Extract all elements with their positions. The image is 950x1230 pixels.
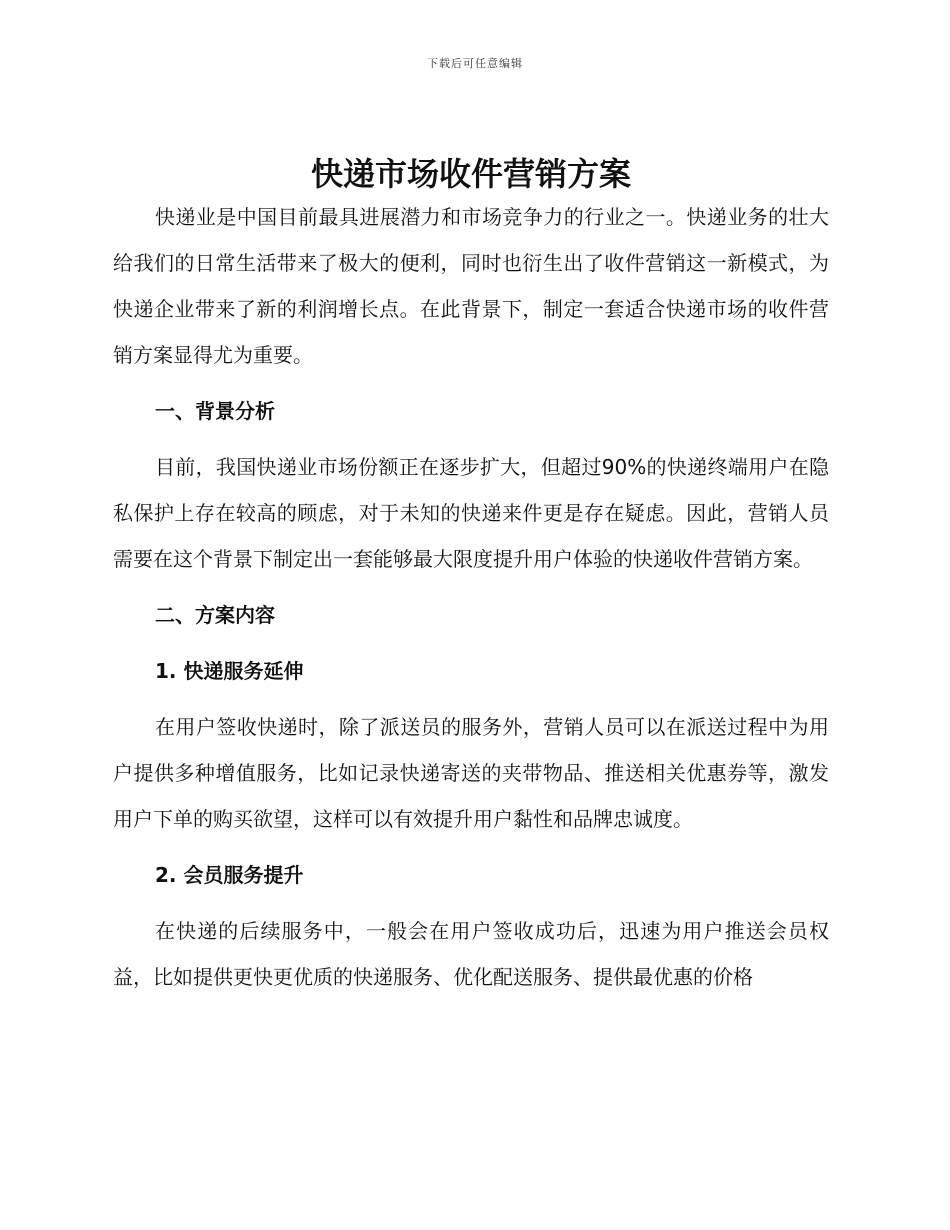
document-body	[113, 148, 829, 1000]
member-service-paragraph: 在快递的后续服务中，一般会在用户签收成功后，迅速为用户推送会员权益，比如提供更快更优质的快递服务、优化配送服务、提供最优惠的价格	[113, 919, 829, 989]
section-heading-background: 一、背景分析	[155, 399, 275, 423]
subsection-heading-member-service: 2. 会员服务提升	[155, 863, 304, 887]
document-title: 快递市场收件营销方案	[310, 155, 631, 193]
section-heading-plan: 二、方案内容	[155, 603, 275, 627]
intro-paragraph: 快递业是中国目前最具进展潜力和市场竞争力的行业之一。快递业务的壮大给我们的日常生活带来了极大的便利，同时也衍生出了收件营销这一新模式，为快递企业带来了新的利润增长点。在此背景下，制定一套适合快递市场的收件营销方案显得尤为重要。	[113, 205, 829, 367]
header-note: 下载后可任意编辑	[427, 57, 523, 70]
background-paragraph: 目前，我国快递业市场份额正在逐步扩大，但超过90%的快递终端用户在隐私保护上存在较高的顾虑，对于未知的快递来件更是存在疑虑。因此，营销人员需要在这个背景下制定出一套能够最大限度提升用户体验的快递收件营销方案。	[113, 455, 829, 571]
subsection-heading-service-extension: 1. 快递服务延伸	[155, 659, 304, 683]
service-extension-paragraph: 在用户签收快递时，除了派送员的服务外，营销人员可以在派送过程中为用户提供多种增值服务，比如记录快递寄送的夹带物品、推送相关优惠券等，激发用户下单的购买欲望，这样可以有效提升用户黏性和品牌忠诚度。	[113, 715, 829, 831]
